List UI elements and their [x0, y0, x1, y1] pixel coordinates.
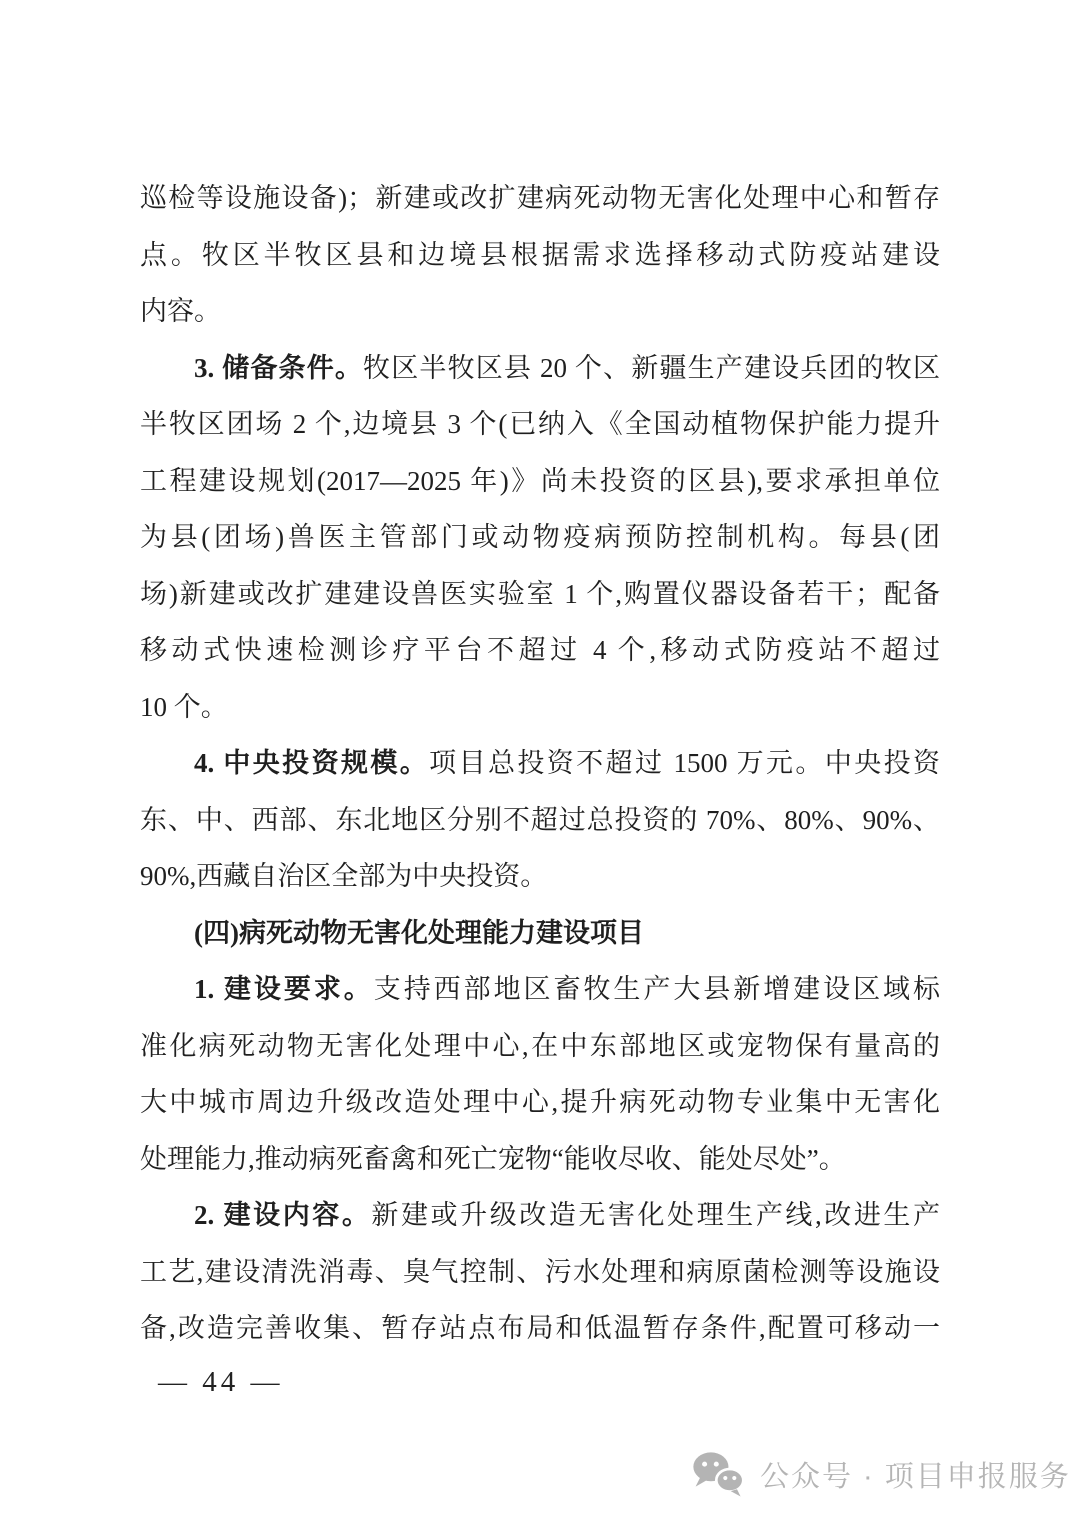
body-line	[140, 1018, 940, 1075]
body-line	[140, 848, 940, 905]
body-line	[140, 227, 940, 284]
body-line	[140, 1074, 940, 1131]
line-text: 90%,西藏自治区全部为中央投资。	[140, 861, 548, 891]
page-number: — 44 —	[158, 1366, 284, 1398]
line-text: 内容。	[140, 296, 221, 326]
body-line	[140, 1244, 940, 1301]
bold-lead: 1. 建设要求。	[194, 974, 374, 1004]
heading-text: (四)病死动物无害化处理能力建设项目	[194, 917, 644, 948]
line-text: 为县(团场)兽医主管部门或动物疫病预防控制机构。每县(团	[140, 522, 940, 552]
body-line	[140, 679, 940, 736]
line-text: 10 个。	[140, 691, 228, 722]
body-line	[140, 1131, 940, 1188]
watermark	[692, 1450, 1071, 1498]
line-text: 场)新建或改扩建建设兽医实验室 1 个,购置仪器设备若干；配备	[140, 578, 940, 609]
body-line	[140, 1187, 940, 1244]
body-text	[140, 170, 940, 1357]
line-text: 牧区半牧区县 20 个、新疆生产建设兵团的牧区	[363, 352, 941, 383]
body-line	[140, 792, 940, 849]
body-line	[140, 622, 940, 679]
body-line	[140, 283, 940, 340]
line-text: 支持西部地区畜牧生产大县新增建设区域标	[373, 974, 940, 1004]
line-text: 项目总投资不超过 1500 万元。中央投资	[429, 748, 941, 778]
bold-lead: 4. 中央投资规模。	[194, 748, 430, 778]
wechat-icon	[692, 1450, 746, 1498]
line-text: 点。牧区半牧区县和边境县根据需求选择移动式防疫站建设	[140, 239, 940, 270]
body-line	[140, 509, 940, 566]
line-text: 准化病死动物无害化处理中心,在中东部地区或宠物保有量高的	[140, 1030, 940, 1061]
body-line	[140, 1300, 940, 1357]
body-line	[140, 453, 940, 510]
line-text: 工程建设规划(2017—2025 年)》尚未投资的区县),要求承担单位	[140, 465, 940, 496]
bold-lead: 2. 建设内容。	[194, 1200, 372, 1230]
line-text: 大中城市周边升级改造处理中心,提升病死动物专业集中无害化	[140, 1087, 940, 1117]
body-line	[140, 961, 940, 1018]
watermark-text: 公众号 · 项目申报服务	[760, 1460, 1071, 1493]
line-text: 备,改造完善收集、暂存站点布局和低温暂存条件,配置可移动一	[140, 1313, 940, 1343]
body-line	[140, 566, 940, 623]
body-line	[140, 340, 940, 397]
line-text: 半牧区团场 2 个,边境县 3 个(已纳入《全国动植物保护能力提升	[140, 409, 940, 439]
line-text: 移动式快速检测诊疗平台不超过 4 个,移动式防疫站不超过	[140, 635, 940, 665]
bold-lead: 3. 储备条件。	[194, 352, 364, 383]
section-heading	[140, 905, 940, 962]
body-line	[140, 396, 940, 453]
line-text: 新建或升级改造无害化处理生产线,改进生产	[371, 1200, 941, 1230]
body-line	[140, 170, 940, 227]
line-text: 东、中、西部、东北地区分别不超过总投资的 70%、80%、90%、	[140, 804, 940, 835]
line-text: 处理能力,推动病死畜禽和死亡宠物“能收尽收、能处尽处”。	[140, 1143, 846, 1174]
line-text: 巡检等设施设备)；新建或改扩建病死动物无害化处理中心和暂存	[140, 183, 940, 213]
line-text: 工艺,建设清洗消毒、臭气控制、污水处理和病原菌检测等设施设	[140, 1256, 940, 1287]
body-line	[140, 735, 940, 792]
